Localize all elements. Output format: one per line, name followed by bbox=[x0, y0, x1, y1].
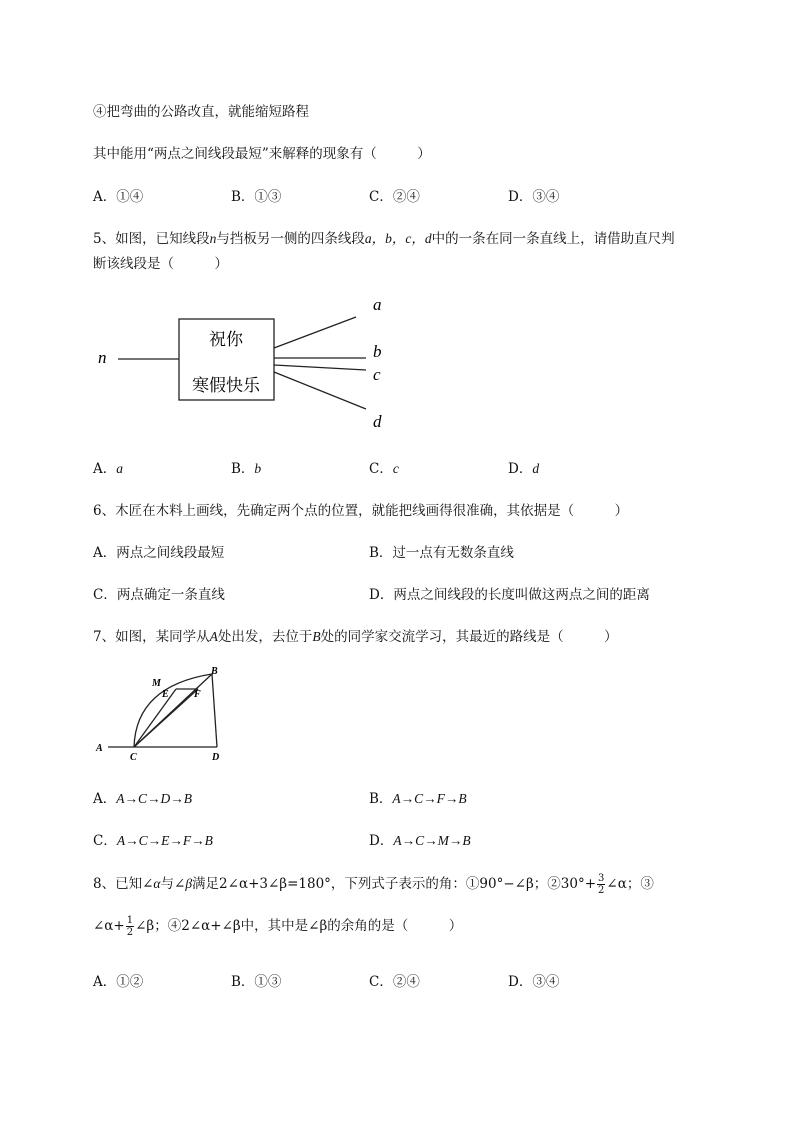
fig5-segment-a bbox=[274, 317, 356, 348]
q5-option-c-prefix: C． bbox=[369, 461, 393, 477]
fig5-label-a: a bbox=[373, 295, 382, 314]
q5-stem-line1 bbox=[93, 227, 675, 247]
q8-text-1: 8、已知∠ bbox=[93, 876, 154, 892]
q7-var-b: B bbox=[312, 629, 321, 644]
q4-statement-4: ④把弯曲的公路改直，就能缩短路程 bbox=[93, 104, 309, 120]
q5-option-b-value: b bbox=[254, 461, 262, 476]
q5-option-c bbox=[369, 457, 399, 477]
q7-figure bbox=[90, 660, 240, 770]
q7-option-c bbox=[93, 829, 213, 849]
q5-option-a-prefix: A． bbox=[93, 461, 117, 477]
fig5-label-c: c bbox=[373, 365, 381, 384]
q7-option-d-prefix: D． bbox=[369, 833, 394, 849]
q7-text-3: 处的同学家交流学习，其最近的路线是（ ） bbox=[320, 629, 618, 645]
q8-option-c: C．②④ bbox=[369, 974, 420, 990]
q7-option-b bbox=[369, 787, 467, 807]
fig7-label-a: A bbox=[96, 743, 103, 754]
fig7-label-d: D bbox=[212, 752, 220, 763]
q5-stem-line2: 断该线段是（ ） bbox=[93, 256, 228, 272]
fig5-board-text-2: 寒假快乐 bbox=[192, 376, 260, 395]
q7-stem bbox=[93, 625, 618, 645]
q5-option-d bbox=[508, 457, 539, 477]
q5-option-c-value: c bbox=[392, 461, 399, 476]
fig7-label-e: E bbox=[162, 689, 169, 700]
q8-fraction-1-numerator: 3 bbox=[598, 873, 605, 884]
q6-stem: 6、木匠在木料上画线，先确定两个点的位置，就能把线画得很准确，其依据是（ ） bbox=[93, 503, 629, 519]
q4-option-c: C．②④ bbox=[369, 189, 420, 205]
q5-option-a bbox=[93, 457, 123, 477]
q5-text-2: 与挡板另一侧的四条线段 bbox=[216, 231, 365, 247]
q7-option-b-value: A→C→F→B bbox=[392, 791, 467, 806]
q8-text-2: 与∠ bbox=[160, 876, 186, 892]
fig5-board-text-1: 祝你 bbox=[209, 330, 243, 349]
q8-fraction-1-2 bbox=[126, 915, 134, 938]
q8-stem-line1 bbox=[93, 872, 654, 896]
q8-option-b: B．①③ bbox=[231, 974, 282, 990]
q7-option-d-value: A→C→M→B bbox=[393, 833, 471, 848]
q8-fraction-1-denominator: 2 bbox=[598, 885, 605, 896]
q8-option-d: D．③④ bbox=[508, 974, 560, 990]
q5-option-d-value: d bbox=[532, 461, 540, 476]
q4-option-a: A．①④ bbox=[93, 189, 144, 205]
q6-option-c: C．两点确定一条直线 bbox=[93, 587, 225, 603]
q5-vars: a，b，c，d bbox=[364, 231, 432, 246]
fig7-label-m: M bbox=[152, 678, 161, 689]
q8-text-6: ∠β；④2∠α+∠β中，其中是∠β的余角的是（ ） bbox=[135, 918, 463, 934]
q5-option-d-prefix: D． bbox=[508, 461, 533, 477]
q7-option-a-prefix: A． bbox=[93, 791, 117, 807]
q5-var-n: n bbox=[209, 231, 217, 246]
q6-option-d: D．两点之间线段的长度叫做这两点之间的距离 bbox=[369, 587, 650, 603]
q7-text-2: 处出发，去位于 bbox=[217, 629, 313, 645]
q6-option-a: A．两点之间线段最短 bbox=[93, 545, 225, 561]
q8-fraction-3-2 bbox=[597, 873, 605, 896]
q8-var-alpha: α bbox=[153, 876, 161, 891]
q8-option-a: A．①② bbox=[93, 974, 144, 990]
fig5-label-n: n bbox=[98, 348, 107, 367]
q7-option-d bbox=[369, 829, 471, 849]
q8-fraction-2-denominator: 2 bbox=[126, 927, 134, 938]
fig7-label-c: C bbox=[130, 752, 137, 763]
q7-text-1: 7、如图，某同学从 bbox=[93, 629, 210, 645]
q7-option-b-prefix: B． bbox=[369, 791, 393, 807]
q6-option-b: B．过一点有无数条直线 bbox=[369, 545, 514, 561]
q5-figure bbox=[90, 285, 400, 435]
q8-var-beta: β bbox=[185, 876, 193, 891]
q5-option-b-prefix: B． bbox=[231, 461, 255, 477]
fig5-label-b: b bbox=[373, 342, 382, 361]
fig7-label-b: B bbox=[211, 666, 218, 677]
q8-text-4: ∠α；③ bbox=[606, 876, 654, 892]
q8-fraction-2-numerator: 1 bbox=[126, 915, 134, 926]
q5-text-1: 5、如图，已知线段 bbox=[93, 231, 210, 247]
q4-question: 其中能用“两点之间线段最短”来解释的现象有（ ） bbox=[93, 146, 431, 162]
q4-option-d: D．③④ bbox=[508, 189, 560, 205]
q8-text-3: 满足2∠α+3∠β=180°，下列式子表示的角：①90°−∠β；②30°+ bbox=[192, 876, 597, 892]
q5-option-b bbox=[231, 457, 261, 477]
q7-var-a: A bbox=[209, 629, 218, 644]
q5-option-a-value: a bbox=[116, 461, 123, 476]
q7-option-c-prefix: C． bbox=[93, 833, 117, 849]
fig7-line-db bbox=[212, 674, 217, 747]
fig5-label-d: d bbox=[373, 412, 382, 431]
q8-stem-line2 bbox=[93, 914, 462, 938]
q7-option-c-value: A→C→E→F→B bbox=[116, 833, 213, 848]
q7-option-a bbox=[93, 787, 192, 807]
q8-text-5: ∠α+ bbox=[93, 918, 125, 934]
q4-option-b: B．①③ bbox=[231, 189, 282, 205]
fig5-segment-d bbox=[274, 372, 366, 409]
q7-option-a-value: A→C→D→B bbox=[116, 791, 192, 806]
q5-text-3: 中的一条在同一条直线上，请借助直尺判 bbox=[431, 231, 675, 247]
fig7-label-f: F bbox=[194, 689, 201, 700]
fig5-segment-c bbox=[274, 365, 366, 370]
